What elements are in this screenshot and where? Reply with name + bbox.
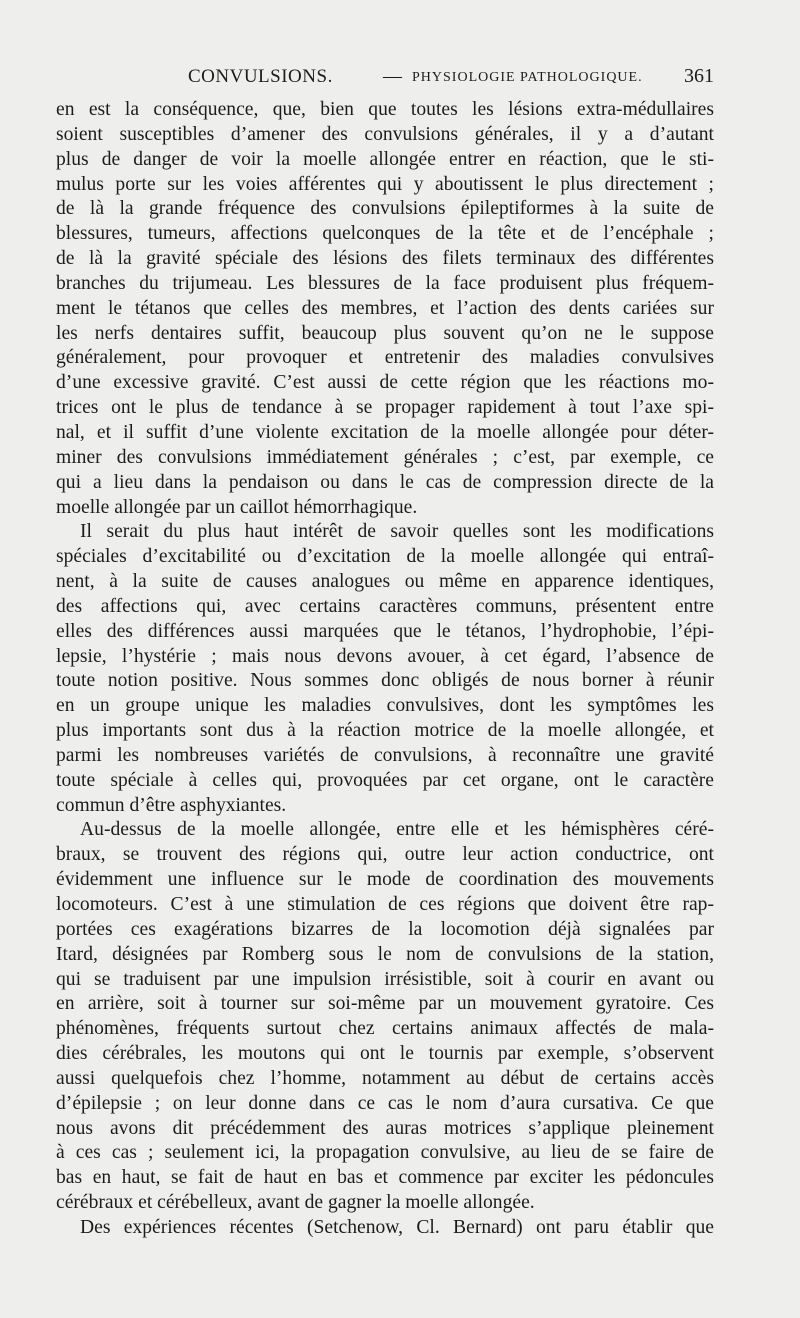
text-line: branches du trijumeau. Les blessures de la face produisent plus fréquem- [56, 272, 714, 294]
text-line: phénomènes, fréquents surtout chez certains animaux affectés de mala- [56, 1018, 714, 1040]
body-text [56, 98, 714, 1241]
text-line: portées ces exagérations bizarres de la locomotion déjà signalées par [56, 918, 714, 940]
text-line: miner des convulsions immédiatement générales ; c’est, par exemple, ce [56, 446, 714, 468]
text-line: plus de danger de voir la moelle allongée entrer en réaction, que le sti- [56, 148, 714, 170]
text-line: nal, et il suffit d’une violente excitation de la moelle allongée pour déter- [56, 421, 714, 443]
paragraph [56, 818, 714, 1216]
text-line: dies cérébrales, les moutons qui ont le tournis par exemple, s’observent [56, 1043, 714, 1065]
text-line: mulus porte sur les voies afférentes qui y aboutissent le plus directement ; [56, 173, 714, 195]
text-line: de là la grande fréquence des convulsions épileptiformes à la suite de [56, 198, 714, 220]
running-subtitle: PHYSIOLOGIE PATHOLOGIQUE. [412, 70, 643, 85]
text-line: les nerfs dentaires suffit, beaucoup plus souvent qu’on ne le suppose [56, 322, 714, 344]
text-line: plus importants sont dus à la réaction motrice de la moelle allongée, et [56, 720, 714, 742]
text-line: d’une excessive gravité. C’est aussi de cette région que les réactions mo- [56, 372, 714, 394]
text-line: évidemment une influence sur le mode de coordination des mouvements [56, 869, 714, 891]
running-title: CONVULSIONS. [188, 66, 333, 87]
text-line: spéciales d’excitabilité ou d’excitation de la moelle allongée qui entraî- [56, 546, 714, 568]
paragraph [56, 520, 714, 818]
text-line: parmi les nombreuses variétés de convulsions, à reconnaître une gravité [56, 744, 714, 766]
text-line: d’épilepsie ; on leur donne dans ce cas le nom d’aura cursativa. Ce que [56, 1092, 714, 1114]
text-line: nous avons dit précédemment des auras motrices s’applique pleinement [56, 1117, 714, 1139]
text-line: toute notion positive. Nous sommes donc obligés de nous borner à réunir [56, 670, 714, 692]
text-line: bas en haut, se fait de haut en bas et commence par exciter les pédoncules [56, 1167, 714, 1189]
running-header [56, 62, 712, 98]
text-line: généralement, pour provoquer et entretenir des maladies convulsives [56, 347, 714, 369]
text-line: Des expériences récentes (Setchenow, Cl. Bernard) ont paru établir que [80, 1216, 714, 1238]
text-line: qui a lieu dans la pendaison ou dans le cas de compression directe de la [56, 471, 714, 493]
text-line: lepsie, l’hystérie ; mais nous devons avouer, à cet égard, l’absence de [56, 645, 714, 667]
text-line: en arrière, soit à tourner sur soi-même par un mouvement gyratoire. Ces [56, 993, 714, 1015]
text-line: Au-dessus de la moelle allongée, entre elle et les hémisphères céré- [80, 819, 714, 841]
text-line: Itard, désignées par Romberg sous le nom de convulsions de la station, [56, 943, 714, 965]
text-line: Il serait du plus haut intérêt de savoir quelles sont les modifications [80, 521, 714, 543]
text-line: à ces cas ; seulement ici, la propagation convulsive, au lieu de se faire de [56, 1142, 714, 1164]
paragraph [56, 98, 714, 520]
text-line: cérébraux et cérébelleux, avant de gagner la moelle allongée. [56, 1192, 535, 1214]
page-number: 361 [684, 65, 714, 87]
paragraph [56, 1216, 714, 1241]
text-line: aussi quelquefois chez l’homme, notamment au début de certains accès [56, 1067, 714, 1089]
text-line: de là la gravité spéciale des lésions des filets terminaux des différentes [56, 248, 714, 270]
title-separator: — [383, 66, 402, 87]
text-line: nent, à la suite de causes analogues ou même en apparence identiques, [56, 571, 714, 593]
text-line: elles des différences aussi marquées que le tétanos, l’hydrophobie, l’épi- [56, 620, 714, 642]
text-line: blessures, tumeurs, affections quelconques de la tête et de l’encéphale ; [56, 223, 714, 245]
text-line: en un groupe unique les maladies convulsives, dont les symptômes les [56, 695, 714, 717]
text-line: qui se traduisent par une impulsion irrésistible, soit à courir en avant ou [56, 968, 714, 990]
text-line: locomoteurs. C’est à une stimulation de ces régions que doivent être rap- [56, 894, 714, 915]
text-line: moelle allongée par un caillot hémorrhagique. [56, 496, 418, 518]
text-line: en est la conséquence, que, bien que toutes les lésions extra-médullaires [56, 99, 714, 120]
text-line: commun d’être asphyxiantes. [56, 794, 287, 816]
text-line: des affections qui, avec certains caractères communs, présentent entre [56, 595, 714, 617]
text-line: soient susceptibles d’amener des convulsions générales, il y a d’autant [56, 123, 714, 145]
text-line: trices ont le plus de tendance à se propager rapidement à tout l’axe spi- [56, 397, 714, 419]
text-line: toute spéciale à celles qui, provoquées par cet organe, ont le caractère [56, 769, 714, 791]
text-line: braux, se trouvent des régions qui, outre leur action conductrice, ont [56, 844, 714, 866]
text-line: ment le tétanos que celles des membres, et l’action des dents cariées sur [56, 297, 714, 319]
